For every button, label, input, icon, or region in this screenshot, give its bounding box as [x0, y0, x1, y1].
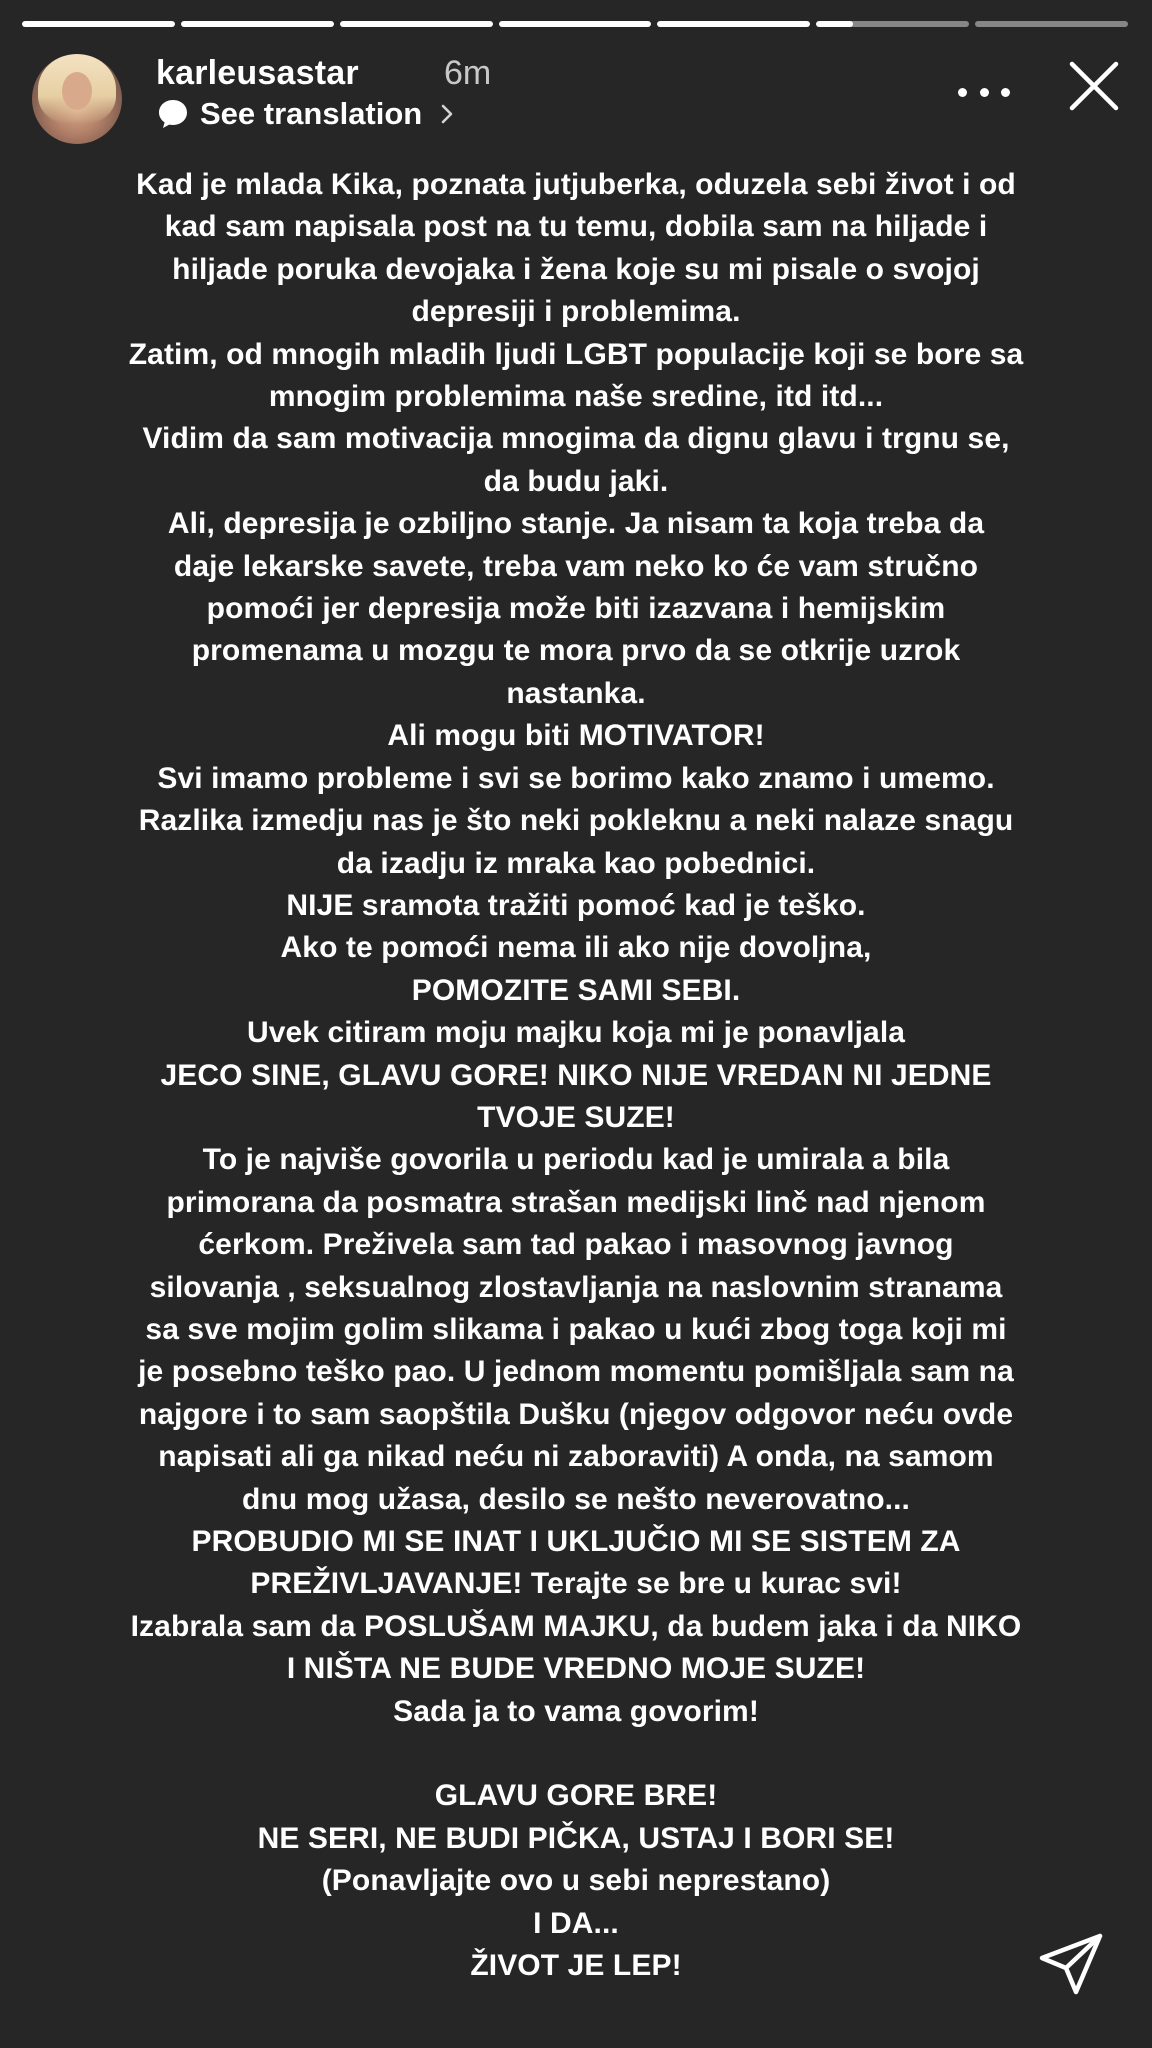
story-line: depresiji i problemima. — [411, 295, 741, 329]
username[interactable]: karleusastar — [156, 54, 359, 92]
story-line: ŽIVOT JE LEP! — [470, 1949, 682, 1983]
see-translation-button[interactable] — [156, 96, 456, 132]
progress-segment — [181, 21, 334, 27]
story-line: najgore i to sam saopštila Dušku (njegov odgovor neću ovde — [138, 1397, 1014, 1431]
story-header — [32, 50, 1130, 140]
progress-segment-fill — [657, 21, 810, 27]
story-line: Ali mogu biti MOTIVATOR! — [387, 719, 765, 753]
story-line: PREŽIVLJAVANJE! Terajte se bre u kurac svi! — [250, 1567, 902, 1601]
story-line: To je najviše govorila u periodu kad je umirala a bila — [202, 1143, 950, 1177]
story-line: Razlika izmedju nas je što neki pokleknu a neki nalaze snagu — [138, 804, 1014, 838]
story-line: kad sam napisala post na tu temu, dobila sam na hiljade i — [164, 210, 988, 244]
progress-segment — [816, 21, 969, 27]
avatar-face — [62, 72, 92, 110]
avatar[interactable] — [32, 54, 122, 144]
story-blank-line — [70, 1733, 1082, 1775]
story-line: (Ponavljajte ovo u sebi neprestano) — [321, 1864, 831, 1898]
story-line: da budu jaki. — [483, 464, 669, 498]
story-progress-bar — [22, 21, 1128, 27]
story-line: Kad je mlada Kika, poznata jutjuberka, oduzela sebi život i od — [136, 168, 1016, 201]
progress-segment-fill — [181, 21, 334, 27]
post-time: 6m — [444, 54, 492, 92]
more-dots-icon — [980, 88, 989, 97]
more-dots-icon — [958, 88, 967, 97]
story-line: ćerkom. Preživela sam tad pakao i masovnog javnog — [198, 1228, 954, 1262]
story-line: napisati ali ga nikad neću ni zaboraviti) A onda, na samom — [158, 1440, 994, 1474]
progress-segment-fill — [499, 21, 652, 27]
progress-segment — [22, 21, 175, 27]
story-line: dnu mog užasa, desilo se nešto neverovatno... — [242, 1482, 910, 1516]
paper-plane-icon[interactable] — [1036, 1930, 1106, 2000]
progress-segment — [340, 21, 493, 27]
story-line: JECO SINE, GLAVU GORE! NIKO NIJE VREDAN NI JEDNE — [160, 1058, 992, 1092]
story-line: pomoći jer depresija može biti izazvana i hemijskim — [206, 592, 946, 626]
progress-segment — [975, 21, 1128, 27]
story-line: promenama u mozgu te mora prvo da se otkrije uzrok — [191, 634, 961, 668]
speech-bubble-icon — [156, 97, 190, 131]
chevron-right-icon — [438, 103, 456, 125]
story-line: mnogim problemima naše sredine, itd itd... — [268, 380, 884, 414]
story-line: Ako te pomoći nema ili ako nije dovoljna, — [280, 931, 872, 965]
progress-segment — [657, 21, 810, 27]
progress-segment — [499, 21, 652, 27]
story-text — [70, 164, 1082, 1987]
story-line: NIJE sramota tražiti pomoć kad je teško. — [286, 888, 866, 922]
more-dots-icon — [1001, 88, 1010, 97]
story-line: hiljade poruka devojaka i žena koje su mi pisale o svojoj — [172, 252, 980, 286]
story-line: Sada ja to vama govorim! — [393, 1694, 759, 1728]
story-line: Zatim, od mnogih mladih ljudi LGBT populacije koji se bore sa — [128, 337, 1024, 371]
story-line: I DA... — [533, 1906, 619, 1940]
story-line: silovanja , seksualnog zlostavljanja na naslovnim stranama — [149, 1270, 1003, 1304]
progress-segment-fill — [340, 21, 493, 27]
story-line: NE SERI, NE BUDI PIČKA, USTAJ I BORI SE! — [257, 1821, 895, 1855]
story-line: PROBUDIO MI SE INAT I UKLJUČIO MI SE SISTEM ZA — [191, 1525, 961, 1558]
story-line: daje lekarske savete, treba vam neko ko će vam stručno — [173, 549, 979, 583]
story-line: nastanka. — [506, 676, 646, 710]
progress-segment-fill — [816, 21, 853, 27]
see-translation-label: See translation — [200, 96, 423, 131]
story-line: POMOZITE SAMI SEBI. — [411, 973, 741, 1007]
close-x-icon[interactable] — [1058, 50, 1130, 122]
story-line: sa sve mojim golim slikama i pakao u kući zbog toga koji mi — [145, 1312, 1007, 1346]
story-line: TVOJE SUZE! — [477, 1100, 675, 1134]
story-line: primorana da posmatra strašan medijski linč nad njenom — [166, 1185, 986, 1219]
story-line: I NIŠTA NE BUDE VREDNO MOJE SUZE! — [286, 1652, 866, 1686]
story-line: Vidim da sam motivacija mnogima da dignu glavu i trgnu se, — [142, 422, 1010, 456]
story-line: Izabrala sam da POSLUŠAM MAJKU, da budem jaka i da NIKO — [130, 1609, 1022, 1643]
story-line: da izadju iz mraka kao pobednici. — [336, 846, 816, 880]
progress-segment-fill — [22, 21, 175, 27]
story-line: Ali, depresija je ozbiljno stanje. Ja nisam ta koja treba da — [167, 507, 985, 541]
story-line: GLAVU GORE BRE! — [434, 1779, 718, 1813]
more-options-button[interactable] — [958, 72, 1010, 112]
story-line: je posebno teško pao. U jednom momentu pomišljala sam na — [138, 1355, 1014, 1389]
story-line: Uvek citiram moju majku koja mi je ponavljala — [246, 1016, 906, 1050]
story-line: Svi imamo probleme i svi se borimo kako znamo i umemo. — [157, 761, 995, 795]
